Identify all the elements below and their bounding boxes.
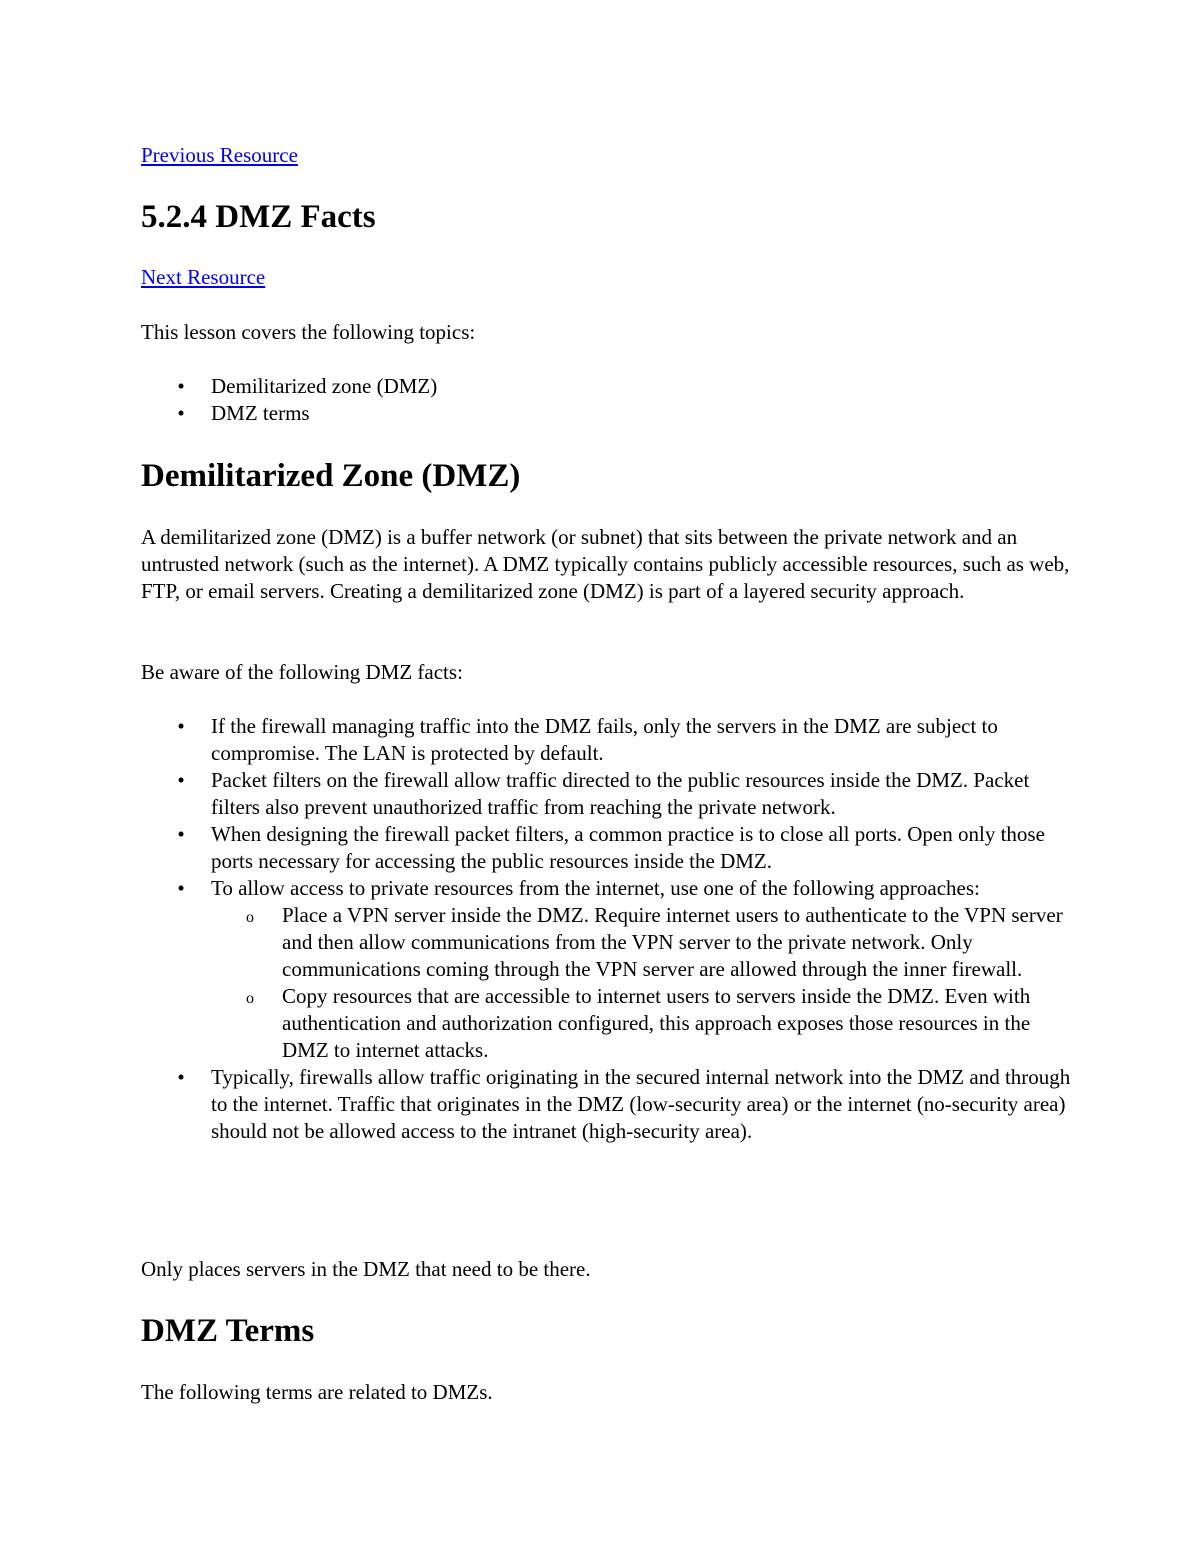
previous-resource-link[interactable]: Previous Resource (141, 143, 298, 167)
sub-list-item: o Copy resources that are accessible to internet users to servers inside the DMZ. Even with authentication and authorization configured, this approach exposes those resources in the DMZ to internet attacks. (246, 984, 1031, 1062)
bullet-icon: • (177, 822, 185, 846)
section-heading-dmz: Demilitarized Zone (DMZ) (141, 458, 521, 494)
page-title: 5.2.4 DMZ Facts (141, 199, 376, 235)
bullet-icon: • (177, 876, 185, 900)
list-item: • If the firewall managing traffic into the DMZ fails, only the servers in the DMZ are subject to compromise. The LAN is protected by default. (141, 713, 1081, 767)
list-item: • DMZ terms (141, 400, 1081, 427)
list-item: • Typically, firewalls allow traffic originating in the secured internal network into the DMZ and through to the internet. Traffic that originates in the DMZ (low-security area) or the internet (no-security area) should not be allowed access to the intranet (high-security area). (141, 1064, 1081, 1145)
bullet-icon: • (177, 374, 185, 398)
topics-list (141, 373, 1081, 427)
facts-intro: Be aware of the following DMZ facts: (141, 660, 463, 684)
list-item: • To allow access to private resources from the internet, use one of the following approaches: o Place a VPN server inside the DMZ. Require internet users to authenticate to the VPN server and then allow communications from the VPN server to the private network. Only communications coming through the VPN server are allowed through the inner firewall. o Copy resources that are accessible to internet users to servers inside the DMZ. Even with authentication and authorization configured, this approach exposes those resources in the DMZ to internet attacks. (141, 875, 1081, 1064)
closing-text: Only places servers in the DMZ that need to be there. (141, 1257, 591, 1281)
section-heading-terms: DMZ Terms (141, 1313, 315, 1349)
intro-text: This lesson covers the following topics: (141, 320, 476, 344)
terms-intro: The following terms are related to DMZs. (141, 1380, 493, 1404)
dmz-paragraph: A demilitarized zone (DMZ) is a buffer network (or subnet) that sits between the private network and an untrusted network (such as the internet). A DMZ typically contains publicly accessible resources, such as web, FTP, or email servers. Creating a demilitarized zone (DMZ) is part of a layered security approach. (141, 525, 1070, 603)
bullet-icon: • (177, 401, 185, 425)
next-resource-link[interactable]: Next Resource (141, 265, 266, 289)
bullet-icon: • (177, 1065, 185, 1089)
facts-list (141, 713, 1081, 1145)
list-item: • When designing the firewall packet filters, a common practice is to close all ports. Open only those ports necessary for accessing the public resources inside the DMZ. (141, 821, 1081, 875)
bullet-icon: • (177, 714, 185, 738)
sub-list-item: o Place a VPN server inside the DMZ. Require internet users to authenticate to the VPN server and then allow communications from the VPN server to the private network. Only communications coming through the VPN server are allowed through the inner firewall. (246, 903, 1063, 981)
approaches-list (211, 902, 1081, 1064)
list-item: • Demilitarized zone (DMZ) (141, 373, 1081, 400)
circle-bullet-icon: o (246, 990, 254, 1007)
circle-bullet-icon: o (246, 909, 254, 926)
bullet-icon: • (177, 768, 185, 792)
list-item: • Packet filters on the firewall allow traffic directed to the public resources inside the DMZ. Packet filters also prevent unauthorized traffic from reaching the private network. (141, 767, 1081, 821)
